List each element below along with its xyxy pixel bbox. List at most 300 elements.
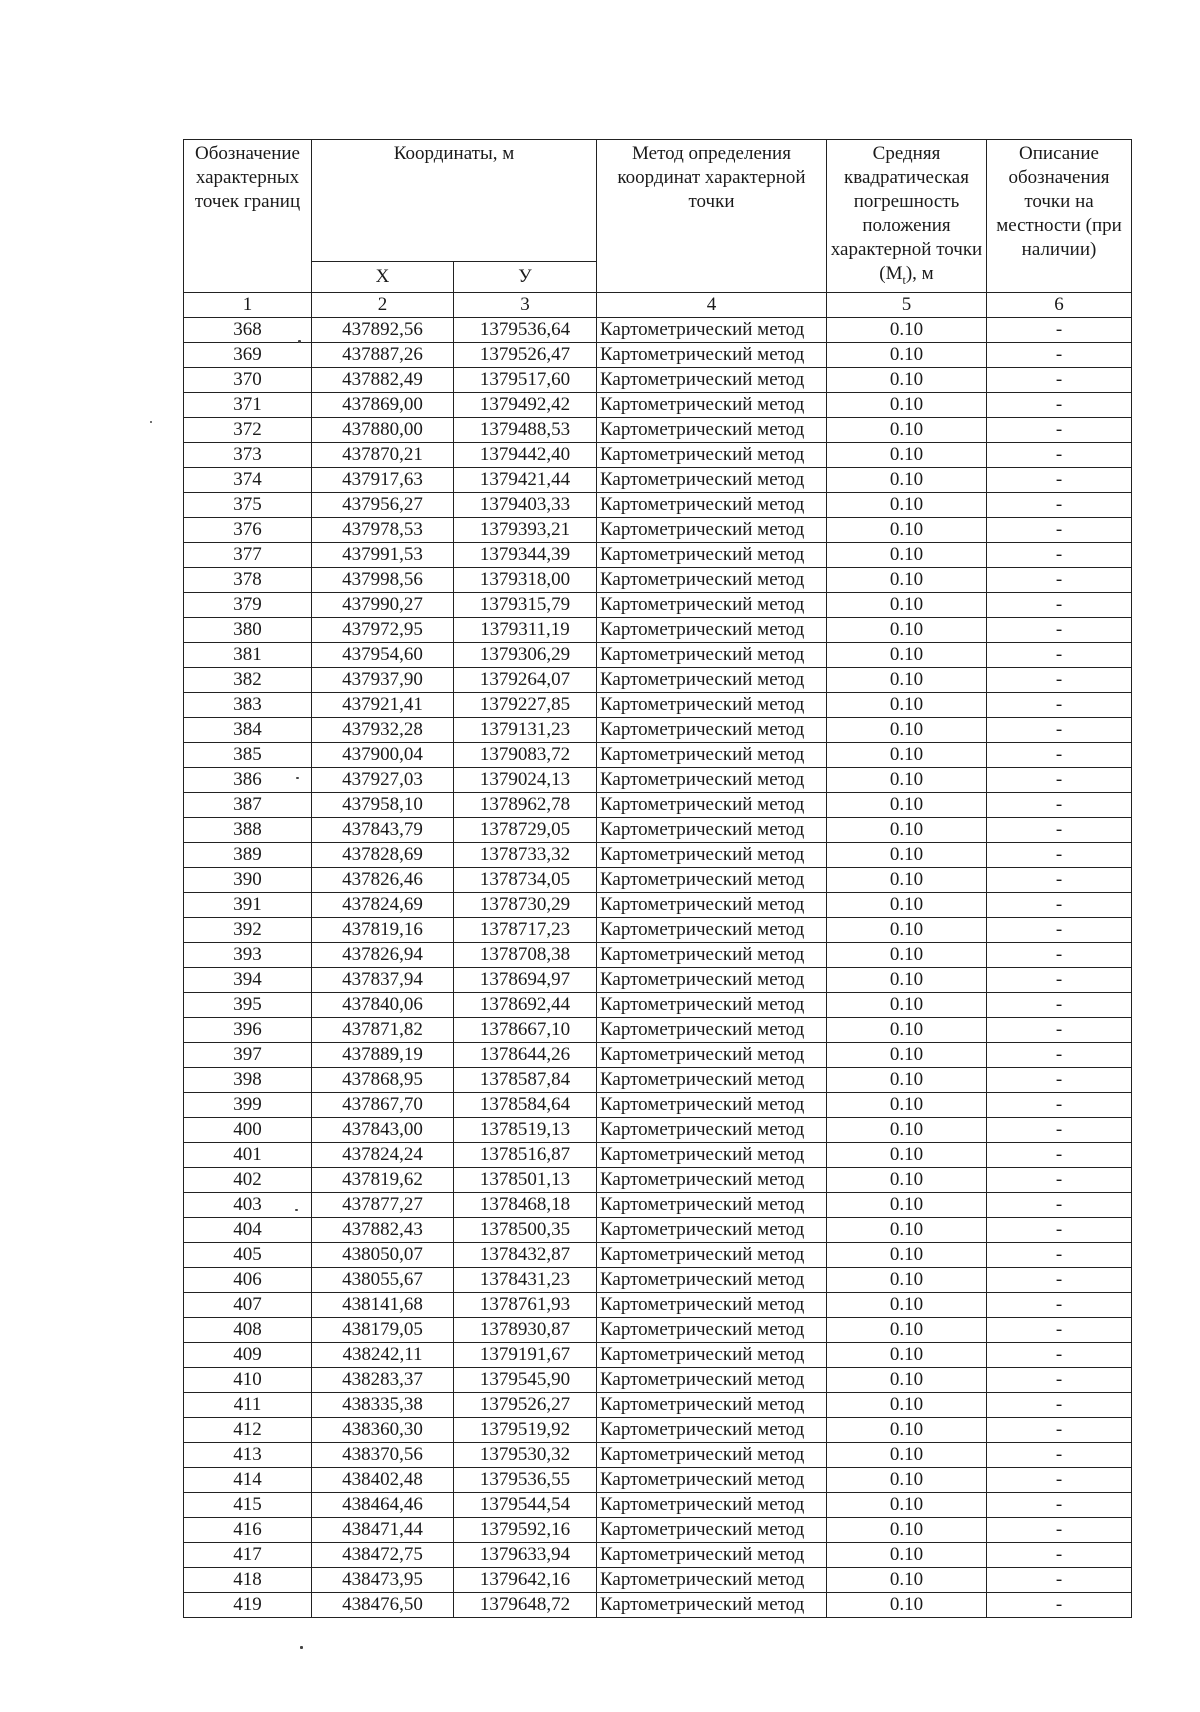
point-number: 376 bbox=[184, 517, 312, 542]
y-coordinate: 1379393,21 bbox=[454, 517, 597, 542]
y-coordinate: 1379648,72 bbox=[454, 1592, 597, 1617]
y-coordinate: 1378431,23 bbox=[454, 1267, 597, 1292]
method: Картометрический метод bbox=[597, 967, 827, 992]
y-coordinate: 1378516,87 bbox=[454, 1142, 597, 1167]
mean-square-error: 0.10 bbox=[827, 842, 987, 867]
scan-speck bbox=[295, 1209, 298, 1211]
y-coordinate: 1379545,90 bbox=[454, 1367, 597, 1392]
method: Картометрический метод bbox=[597, 567, 827, 592]
method: Картометрический метод bbox=[597, 492, 827, 517]
table-row bbox=[184, 742, 1132, 767]
x-coordinate: 437882,43 bbox=[312, 1217, 454, 1242]
point-number: 369 bbox=[184, 342, 312, 367]
y-coordinate: 1378468,18 bbox=[454, 1192, 597, 1217]
mean-square-error: 0.10 bbox=[827, 1317, 987, 1342]
point-number: 401 bbox=[184, 1142, 312, 1167]
description: - bbox=[987, 992, 1132, 1017]
header-mse-unit: ), м bbox=[905, 263, 934, 284]
description: - bbox=[987, 767, 1132, 792]
x-coordinate: 437937,90 bbox=[312, 667, 454, 692]
table-row bbox=[184, 1267, 1132, 1292]
description: - bbox=[987, 1042, 1132, 1067]
x-coordinate: 437954,60 bbox=[312, 642, 454, 667]
point-number: 412 bbox=[184, 1417, 312, 1442]
point-number: 390 bbox=[184, 867, 312, 892]
mean-square-error: 0.10 bbox=[827, 817, 987, 842]
point-number: 368 bbox=[184, 317, 312, 342]
table-row bbox=[184, 567, 1132, 592]
mean-square-error: 0.10 bbox=[827, 317, 987, 342]
boundary-points-table bbox=[183, 139, 1132, 1618]
method: Картометрический метод bbox=[597, 1317, 827, 1342]
point-number: 381 bbox=[184, 642, 312, 667]
x-coordinate: 437871,82 bbox=[312, 1017, 454, 1042]
description: - bbox=[987, 442, 1132, 467]
x-coordinate: 437824,24 bbox=[312, 1142, 454, 1167]
x-coordinate: 438055,67 bbox=[312, 1267, 454, 1292]
description: - bbox=[987, 1542, 1132, 1567]
mean-square-error: 0.10 bbox=[827, 1542, 987, 1567]
y-coordinate: 1379421,44 bbox=[454, 467, 597, 492]
description: - bbox=[987, 1092, 1132, 1117]
method: Картометрический метод bbox=[597, 317, 827, 342]
point-number: 385 bbox=[184, 742, 312, 767]
method: Картометрический метод bbox=[597, 1542, 827, 1567]
y-coordinate: 1379530,32 bbox=[454, 1442, 597, 1467]
method: Картометрический метод bbox=[597, 1417, 827, 1442]
mean-square-error: 0.10 bbox=[827, 1492, 987, 1517]
method: Картометрический метод bbox=[597, 1092, 827, 1117]
y-coordinate: 1379633,94 bbox=[454, 1542, 597, 1567]
x-coordinate: 437932,28 bbox=[312, 717, 454, 742]
y-coordinate: 1379311,19 bbox=[454, 617, 597, 642]
header-method: Метод определения координат характерной точки bbox=[597, 140, 827, 293]
table-row bbox=[184, 592, 1132, 617]
description: - bbox=[987, 1342, 1132, 1367]
mean-square-error: 0.10 bbox=[827, 642, 987, 667]
mean-square-error: 0.10 bbox=[827, 1242, 987, 1267]
point-number: 398 bbox=[184, 1067, 312, 1092]
table-row bbox=[184, 1317, 1132, 1342]
x-coordinate: 438283,37 bbox=[312, 1367, 454, 1392]
x-coordinate: 437900,04 bbox=[312, 742, 454, 767]
point-number: 375 bbox=[184, 492, 312, 517]
description: - bbox=[987, 1592, 1132, 1617]
y-coordinate: 1379544,54 bbox=[454, 1492, 597, 1517]
method: Картометрический метод bbox=[597, 1592, 827, 1617]
point-number: 413 bbox=[184, 1442, 312, 1467]
x-coordinate: 438464,46 bbox=[312, 1492, 454, 1517]
y-coordinate: 1378519,13 bbox=[454, 1117, 597, 1142]
x-coordinate: 438476,50 bbox=[312, 1592, 454, 1617]
point-number: 397 bbox=[184, 1042, 312, 1067]
method: Картометрический метод bbox=[597, 392, 827, 417]
y-coordinate: 1378930,87 bbox=[454, 1317, 597, 1342]
description: - bbox=[987, 817, 1132, 842]
y-coordinate: 1378692,44 bbox=[454, 992, 597, 1017]
method: Картометрический метод bbox=[597, 1067, 827, 1092]
method: Картометрический метод bbox=[597, 1492, 827, 1517]
x-coordinate: 438141,68 bbox=[312, 1292, 454, 1317]
x-coordinate: 437840,06 bbox=[312, 992, 454, 1017]
x-coordinate: 437843,79 bbox=[312, 817, 454, 842]
method: Картометрический метод bbox=[597, 367, 827, 392]
table-row bbox=[184, 1042, 1132, 1067]
column-number: 5 bbox=[827, 292, 987, 317]
x-coordinate: 438473,95 bbox=[312, 1567, 454, 1592]
point-number: 370 bbox=[184, 367, 312, 392]
point-number: 414 bbox=[184, 1467, 312, 1492]
x-coordinate: 437867,70 bbox=[312, 1092, 454, 1117]
point-number: 379 bbox=[184, 592, 312, 617]
description: - bbox=[987, 1117, 1132, 1142]
scan-speck bbox=[296, 777, 299, 779]
table-row bbox=[184, 942, 1132, 967]
table-row bbox=[184, 392, 1132, 417]
x-coordinate: 437956,27 bbox=[312, 492, 454, 517]
method: Картометрический метод bbox=[597, 992, 827, 1017]
mean-square-error: 0.10 bbox=[827, 1567, 987, 1592]
method: Картометрический метод bbox=[597, 1517, 827, 1542]
point-number: 402 bbox=[184, 1167, 312, 1192]
y-coordinate: 1379536,64 bbox=[454, 317, 597, 342]
mean-square-error: 0.10 bbox=[827, 1117, 987, 1142]
method: Картометрический метод bbox=[597, 1217, 827, 1242]
method: Картометрический метод bbox=[597, 742, 827, 767]
y-coordinate: 1378708,38 bbox=[454, 942, 597, 967]
mean-square-error: 0.10 bbox=[827, 767, 987, 792]
mean-square-error: 0.10 bbox=[827, 417, 987, 442]
point-number: 395 bbox=[184, 992, 312, 1017]
method: Картометрический метод bbox=[597, 1342, 827, 1367]
mean-square-error: 0.10 bbox=[827, 1167, 987, 1192]
x-coordinate: 437826,46 bbox=[312, 867, 454, 892]
table-row bbox=[184, 617, 1132, 642]
table-row bbox=[184, 1142, 1132, 1167]
y-coordinate: 1378500,35 bbox=[454, 1217, 597, 1242]
table-row bbox=[184, 1492, 1132, 1517]
mean-square-error: 0.10 bbox=[827, 542, 987, 567]
mean-square-error: 0.10 bbox=[827, 1142, 987, 1167]
method: Картометрический метод bbox=[597, 542, 827, 567]
mean-square-error: 0.10 bbox=[827, 467, 987, 492]
point-number: 393 bbox=[184, 942, 312, 967]
y-coordinate: 1378717,23 bbox=[454, 917, 597, 942]
y-coordinate: 1378761,93 bbox=[454, 1292, 597, 1317]
description: - bbox=[987, 592, 1132, 617]
x-coordinate: 437889,19 bbox=[312, 1042, 454, 1067]
description: - bbox=[987, 892, 1132, 917]
x-coordinate: 437843,00 bbox=[312, 1117, 454, 1142]
mean-square-error: 0.10 bbox=[827, 1442, 987, 1467]
y-coordinate: 1379344,39 bbox=[454, 542, 597, 567]
method: Картометрический метод bbox=[597, 867, 827, 892]
x-coordinate: 438179,05 bbox=[312, 1317, 454, 1342]
header-x: X bbox=[312, 261, 454, 292]
table-row bbox=[184, 317, 1132, 342]
method: Картометрический метод bbox=[597, 592, 827, 617]
x-coordinate: 437972,95 bbox=[312, 617, 454, 642]
description: - bbox=[987, 1417, 1132, 1442]
mean-square-error: 0.10 bbox=[827, 692, 987, 717]
y-coordinate: 1378729,05 bbox=[454, 817, 597, 842]
description: - bbox=[987, 1442, 1132, 1467]
mean-square-error: 0.10 bbox=[827, 567, 987, 592]
mean-square-error: 0.10 bbox=[827, 442, 987, 467]
method: Картометрический метод bbox=[597, 1192, 827, 1217]
description: - bbox=[987, 667, 1132, 692]
mean-square-error: 0.10 bbox=[827, 367, 987, 392]
y-coordinate: 1379318,00 bbox=[454, 567, 597, 592]
table-row bbox=[184, 1392, 1132, 1417]
mean-square-error: 0.10 bbox=[827, 1517, 987, 1542]
table-row bbox=[184, 917, 1132, 942]
method: Картометрический метод bbox=[597, 692, 827, 717]
header-coordinates: Координаты, м bbox=[312, 140, 597, 262]
x-coordinate: 437869,00 bbox=[312, 392, 454, 417]
y-coordinate: 1379264,07 bbox=[454, 667, 597, 692]
point-number: 415 bbox=[184, 1492, 312, 1517]
mean-square-error: 0.10 bbox=[827, 1417, 987, 1442]
y-coordinate: 1379315,79 bbox=[454, 592, 597, 617]
x-coordinate: 438370,56 bbox=[312, 1442, 454, 1467]
y-coordinate: 1379306,29 bbox=[454, 642, 597, 667]
method: Картометрический метод bbox=[597, 792, 827, 817]
table-row bbox=[184, 792, 1132, 817]
x-coordinate: 437978,53 bbox=[312, 517, 454, 542]
description: - bbox=[987, 517, 1132, 542]
description: - bbox=[987, 867, 1132, 892]
table-row bbox=[184, 1417, 1132, 1442]
y-coordinate: 1379517,60 bbox=[454, 367, 597, 392]
y-coordinate: 1378587,84 bbox=[454, 1067, 597, 1092]
method: Картометрический метод bbox=[597, 717, 827, 742]
table-row bbox=[184, 1292, 1132, 1317]
table-header bbox=[184, 140, 1132, 318]
point-number: 373 bbox=[184, 442, 312, 467]
x-coordinate: 437880,00 bbox=[312, 417, 454, 442]
y-coordinate: 1378432,87 bbox=[454, 1242, 597, 1267]
x-coordinate: 437819,16 bbox=[312, 917, 454, 942]
description: - bbox=[987, 1067, 1132, 1092]
table-row bbox=[184, 542, 1132, 567]
table-row bbox=[184, 992, 1132, 1017]
mean-square-error: 0.10 bbox=[827, 717, 987, 742]
mean-square-error: 0.10 bbox=[827, 1017, 987, 1042]
point-number: 404 bbox=[184, 1217, 312, 1242]
description: - bbox=[987, 842, 1132, 867]
mean-square-error: 0.10 bbox=[827, 517, 987, 542]
point-number: 382 bbox=[184, 667, 312, 692]
x-coordinate: 438335,38 bbox=[312, 1392, 454, 1417]
x-coordinate: 438472,75 bbox=[312, 1542, 454, 1567]
x-coordinate: 437892,56 bbox=[312, 317, 454, 342]
scan-speck bbox=[300, 1646, 303, 1649]
table-row bbox=[184, 867, 1132, 892]
mean-square-error: 0.10 bbox=[827, 1217, 987, 1242]
method: Картометрический метод bbox=[597, 767, 827, 792]
y-coordinate: 1378734,05 bbox=[454, 867, 597, 892]
method: Картометрический метод bbox=[597, 417, 827, 442]
y-coordinate: 1379488,53 bbox=[454, 417, 597, 442]
column-number-row bbox=[184, 292, 1132, 317]
x-coordinate: 437877,27 bbox=[312, 1192, 454, 1217]
table-row bbox=[184, 817, 1132, 842]
mean-square-error: 0.10 bbox=[827, 1092, 987, 1117]
description: - bbox=[987, 317, 1132, 342]
point-number: 383 bbox=[184, 692, 312, 717]
y-coordinate: 1378644,26 bbox=[454, 1042, 597, 1067]
mean-square-error: 0.10 bbox=[827, 1467, 987, 1492]
table-row bbox=[184, 1592, 1132, 1617]
method: Картометрический метод bbox=[597, 442, 827, 467]
table-row bbox=[184, 1192, 1132, 1217]
description: - bbox=[987, 1192, 1132, 1217]
method: Картометрический метод bbox=[597, 917, 827, 942]
y-coordinate: 1378501,13 bbox=[454, 1167, 597, 1192]
y-coordinate: 1379642,16 bbox=[454, 1567, 597, 1592]
mean-square-error: 0.10 bbox=[827, 1292, 987, 1317]
mean-square-error: 0.10 bbox=[827, 1267, 987, 1292]
mean-square-error: 0.10 bbox=[827, 592, 987, 617]
method: Картометрический метод bbox=[597, 1392, 827, 1417]
y-coordinate: 1379403,33 bbox=[454, 492, 597, 517]
point-number: 406 bbox=[184, 1267, 312, 1292]
mean-square-error: 0.10 bbox=[827, 392, 987, 417]
description: - bbox=[987, 692, 1132, 717]
description: - bbox=[987, 1267, 1132, 1292]
header-mean-square-error bbox=[827, 140, 987, 293]
mean-square-error: 0.10 bbox=[827, 942, 987, 967]
x-coordinate: 437921,41 bbox=[312, 692, 454, 717]
method: Картометрический метод bbox=[597, 1467, 827, 1492]
description: - bbox=[987, 642, 1132, 667]
y-coordinate: 1379592,16 bbox=[454, 1517, 597, 1542]
description: - bbox=[987, 367, 1132, 392]
point-number: 416 bbox=[184, 1517, 312, 1542]
description: - bbox=[987, 492, 1132, 517]
mean-square-error: 0.10 bbox=[827, 1592, 987, 1617]
x-coordinate: 437828,69 bbox=[312, 842, 454, 867]
description: - bbox=[987, 1292, 1132, 1317]
method: Картометрический метод bbox=[597, 1442, 827, 1467]
table-row bbox=[184, 492, 1132, 517]
method: Картометрический метод bbox=[597, 1567, 827, 1592]
scan-speck bbox=[298, 340, 301, 343]
description: - bbox=[987, 567, 1132, 592]
point-number: 410 bbox=[184, 1367, 312, 1392]
table-row bbox=[184, 1542, 1132, 1567]
description: - bbox=[987, 792, 1132, 817]
table-row bbox=[184, 1517, 1132, 1542]
point-number: 409 bbox=[184, 1342, 312, 1367]
method: Картометрический метод bbox=[597, 817, 827, 842]
method: Картометрический метод bbox=[597, 642, 827, 667]
method: Картометрический метод bbox=[597, 667, 827, 692]
description: - bbox=[987, 1317, 1132, 1342]
y-coordinate: 1378694,97 bbox=[454, 967, 597, 992]
mean-square-error: 0.10 bbox=[827, 992, 987, 1017]
x-coordinate: 437824,69 bbox=[312, 892, 454, 917]
y-coordinate: 1378962,78 bbox=[454, 792, 597, 817]
y-coordinate: 1379442,40 bbox=[454, 442, 597, 467]
table-row bbox=[184, 1117, 1132, 1142]
table-row bbox=[184, 767, 1132, 792]
point-number: 396 bbox=[184, 1017, 312, 1042]
method: Картометрический метод bbox=[597, 892, 827, 917]
x-coordinate: 437868,95 bbox=[312, 1067, 454, 1092]
description: - bbox=[987, 1167, 1132, 1192]
mean-square-error: 0.10 bbox=[827, 617, 987, 642]
point-number: 380 bbox=[184, 617, 312, 642]
column-number: 6 bbox=[987, 292, 1132, 317]
method: Картометрический метод bbox=[597, 842, 827, 867]
x-coordinate: 437927,03 bbox=[312, 767, 454, 792]
x-coordinate: 438050,07 bbox=[312, 1242, 454, 1267]
point-number: 400 bbox=[184, 1117, 312, 1142]
method: Картометрический метод bbox=[597, 1167, 827, 1192]
table-row bbox=[184, 1167, 1132, 1192]
y-coordinate: 1379526,47 bbox=[454, 342, 597, 367]
description: - bbox=[987, 1567, 1132, 1592]
method: Картометрический метод bbox=[597, 1117, 827, 1142]
x-coordinate: 437991,53 bbox=[312, 542, 454, 567]
description: - bbox=[987, 742, 1132, 767]
y-coordinate: 1379536,55 bbox=[454, 1467, 597, 1492]
table-row bbox=[184, 667, 1132, 692]
mean-square-error: 0.10 bbox=[827, 342, 987, 367]
description: - bbox=[987, 392, 1132, 417]
x-coordinate: 437826,94 bbox=[312, 942, 454, 967]
description: - bbox=[987, 1517, 1132, 1542]
description: - bbox=[987, 342, 1132, 367]
mean-square-error: 0.10 bbox=[827, 742, 987, 767]
column-number: 1 bbox=[184, 292, 312, 317]
method: Картометрический метод bbox=[597, 517, 827, 542]
x-coordinate: 437887,26 bbox=[312, 342, 454, 367]
mean-square-error: 0.10 bbox=[827, 1367, 987, 1392]
y-coordinate: 1379519,92 bbox=[454, 1417, 597, 1442]
table-row bbox=[184, 842, 1132, 867]
y-coordinate: 1378730,29 bbox=[454, 892, 597, 917]
mean-square-error: 0.10 bbox=[827, 967, 987, 992]
x-coordinate: 437990,27 bbox=[312, 592, 454, 617]
point-number: 371 bbox=[184, 392, 312, 417]
method: Картометрический метод bbox=[597, 1292, 827, 1317]
table-row bbox=[184, 1567, 1132, 1592]
table-row bbox=[184, 717, 1132, 742]
table-row bbox=[184, 892, 1132, 917]
mean-square-error: 0.10 bbox=[827, 892, 987, 917]
point-number: 391 bbox=[184, 892, 312, 917]
point-number: 374 bbox=[184, 467, 312, 492]
header-point-designation: Обозначение характерных точек границ bbox=[184, 140, 312, 293]
mean-square-error: 0.10 bbox=[827, 1342, 987, 1367]
point-number: 411 bbox=[184, 1392, 312, 1417]
description: - bbox=[987, 1142, 1132, 1167]
mean-square-error: 0.10 bbox=[827, 867, 987, 892]
point-number: 372 bbox=[184, 417, 312, 442]
table-row bbox=[184, 1242, 1132, 1267]
point-number: 386 bbox=[184, 767, 312, 792]
x-coordinate: 437819,62 bbox=[312, 1167, 454, 1192]
description: - bbox=[987, 467, 1132, 492]
description: - bbox=[987, 617, 1132, 642]
x-coordinate: 437882,49 bbox=[312, 367, 454, 392]
table-row bbox=[184, 1467, 1132, 1492]
point-number: 407 bbox=[184, 1292, 312, 1317]
description: - bbox=[987, 1392, 1132, 1417]
